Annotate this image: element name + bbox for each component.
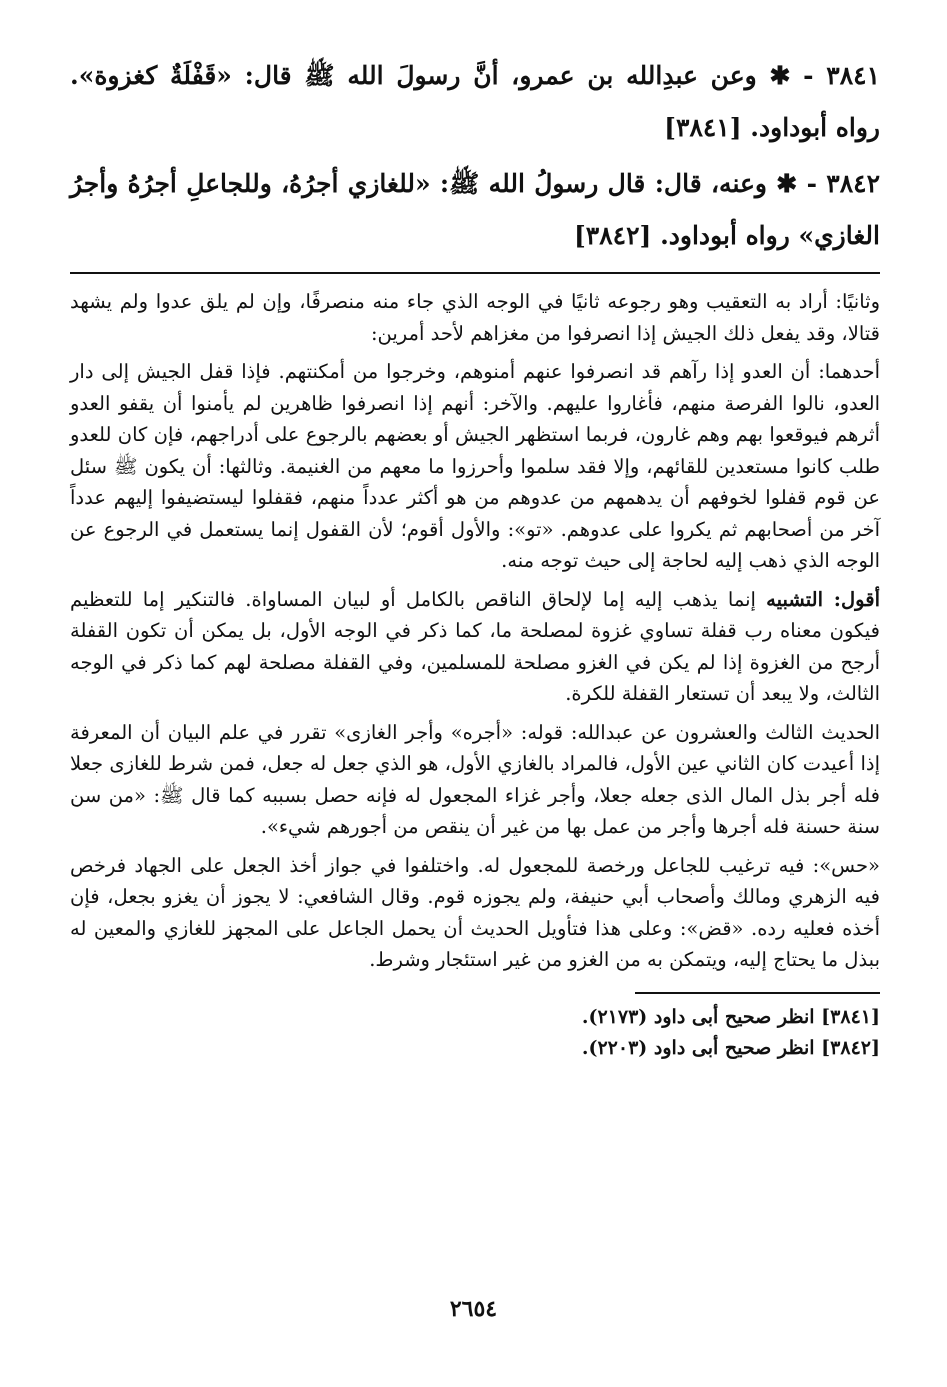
commentary-lead: أقول: التشبيه — [766, 587, 880, 611]
footnotes — [70, 1002, 880, 1064]
hadith-reference: [٣٨٤٢] — [573, 221, 652, 250]
commentary-paragraph — [70, 356, 880, 577]
section-divider — [70, 272, 880, 274]
hadith-list — [70, 50, 880, 262]
commentary-paragraph — [70, 850, 880, 976]
commentary-text: أحدهما: أن العدو إذا رآهم قد انصرفوا عنهم أمنوهم، وخرجوا من أمكنتهم. فإذا قفل الجيش إلى دار العدو، نالوا الفرصة منهم، فأغاروا عليهم. والآخر: أنهم إذا انصرفوا ظاهرين لم يأمنوا أن يقفو العدو أثرهم فيوقعوا بهم وهم غارون، فربما استظهر الجيش أو بعضهم بالرجوع على أدراجهم، فإن كان للعدو طلب كانوا مستعدين للقائهم، وإلا فقد سلموا وأحرزوا ما معهم من الغنيمة. وثالثها: أن يكون ﷺ سئل عن قوم قفلوا لخوفهم أن يدهمهم من عدوهم من هو أكثر عدداً منهم، فقفلوا ليستضيفوا إليهم عدداً آخر من أصحابهم ثم يكروا على عدوهم. «تو»: والأول أقوم؛ لأن القفول إنما يستعمل في الرجوع عن الوجه الذي ذهب إليه لحاجة إلى حيث توجه منه. — [70, 360, 880, 572]
commentary-paragraph — [70, 717, 880, 843]
footnote: [٣٨٤١] انظر صحيح أبى داود (٢١٧٣). — [581, 1005, 880, 1028]
page-body — [70, 50, 880, 1064]
footnote-divider — [635, 992, 880, 994]
hadith-text: ٣٨٤٢ - ✱ وعنه، قال: قال رسولُ الله ﷺ: «للغازي أجرُهُ، وللجاعلِ أجرُهُ وأجرُ الغازي» رواه أبوداود. — [70, 169, 880, 250]
commentary-text: وثانيًا: أراد به التعقيب وهو رجوعه ثانيًا في الوجه الذي جاء منه منصرفًا، وإن لم يلق عدوا ولم يشهد قتالا، وقد يفعل ذلك الجيش إذا انصرفوا من مغزاهم لأحد أمرين: — [70, 290, 880, 345]
hadith-reference: [٣٨٤١] — [664, 113, 742, 142]
hadith-3841 — [70, 50, 880, 154]
commentary-paragraph — [70, 286, 880, 349]
commentary — [70, 286, 880, 976]
page-number: ٢٦٥٤ — [449, 1296, 498, 1322]
commentary-text: «حس»: فيه ترغيب للجاعل ورخصة للمجعول له. واختلفوا في جواز أخذ الجعل على الجهاد فرخص فيه الزهري ومالك وأصحاب أبي حنيفة، ولم يجوزه قوم. وقال الشافعي: لا يجوز أن يغزو بجعل، فإن أخذه فعليه رده. «قض»: وعلى هذا فتأويل الحديث أن يحمل الجاعل على المجهز للغازي والمعين له ببذل ما يحتاج إليه، ويتمكن به من الغزو من غير استئجار وشرط. — [70, 853, 880, 971]
commentary-paragraph — [70, 584, 880, 710]
commentary-text: الحديث الثالث والعشرون عن عبدالله: قوله: «أجره» وأجر الغازى» تقرر في علم البيان أن المعرفة إذا أعيدت كان الثاني عين الأول، فالمراد بالغازي الأول، هو الذي جعل له جعل، فمن شرط للغازى جعلا فله أجر بذل المال الذى جعله جعلا، وأجر غزاء المجعول له فإنه حصل بسببه كما قال ﷺ: «من سن سنة حسنة فله أجرها وأجر من عمل بها من غير أن ينقص من أجورهم شيء». — [70, 720, 880, 838]
hadith-3842 — [70, 158, 880, 262]
footnote: [٣٨٤٢] انظر صحيح أبى داود (٢٢٠٣). — [581, 1036, 880, 1059]
hadith-text: ٣٨٤١ - ✱ وعن عبدِالله بن عمرو، أنَّ رسولَ الله ﷺ قال: «قَفْلَةٌ كغزوة». رواه أبوداود. — [70, 61, 880, 142]
commentary-text: إنما يذهب إليه إما لإلحاق الناقص بالكامل أو لبيان المساواة. فالتنكير إما للتعظيم فيكون معناه رب قفلة تساوي غزوة لمصلحة ما، كما ذكر في الوجه الأول، بل يمكن أن تكون القفلة أرجح من الغزوة إذا لم يكن في الغزو مصلحة للمسلمين، وفي القفلة مصلحة لهم كما ذكر في الوجه الثالث، ولا يبعد أن تستعار القفلة للكرة. — [70, 587, 880, 705]
